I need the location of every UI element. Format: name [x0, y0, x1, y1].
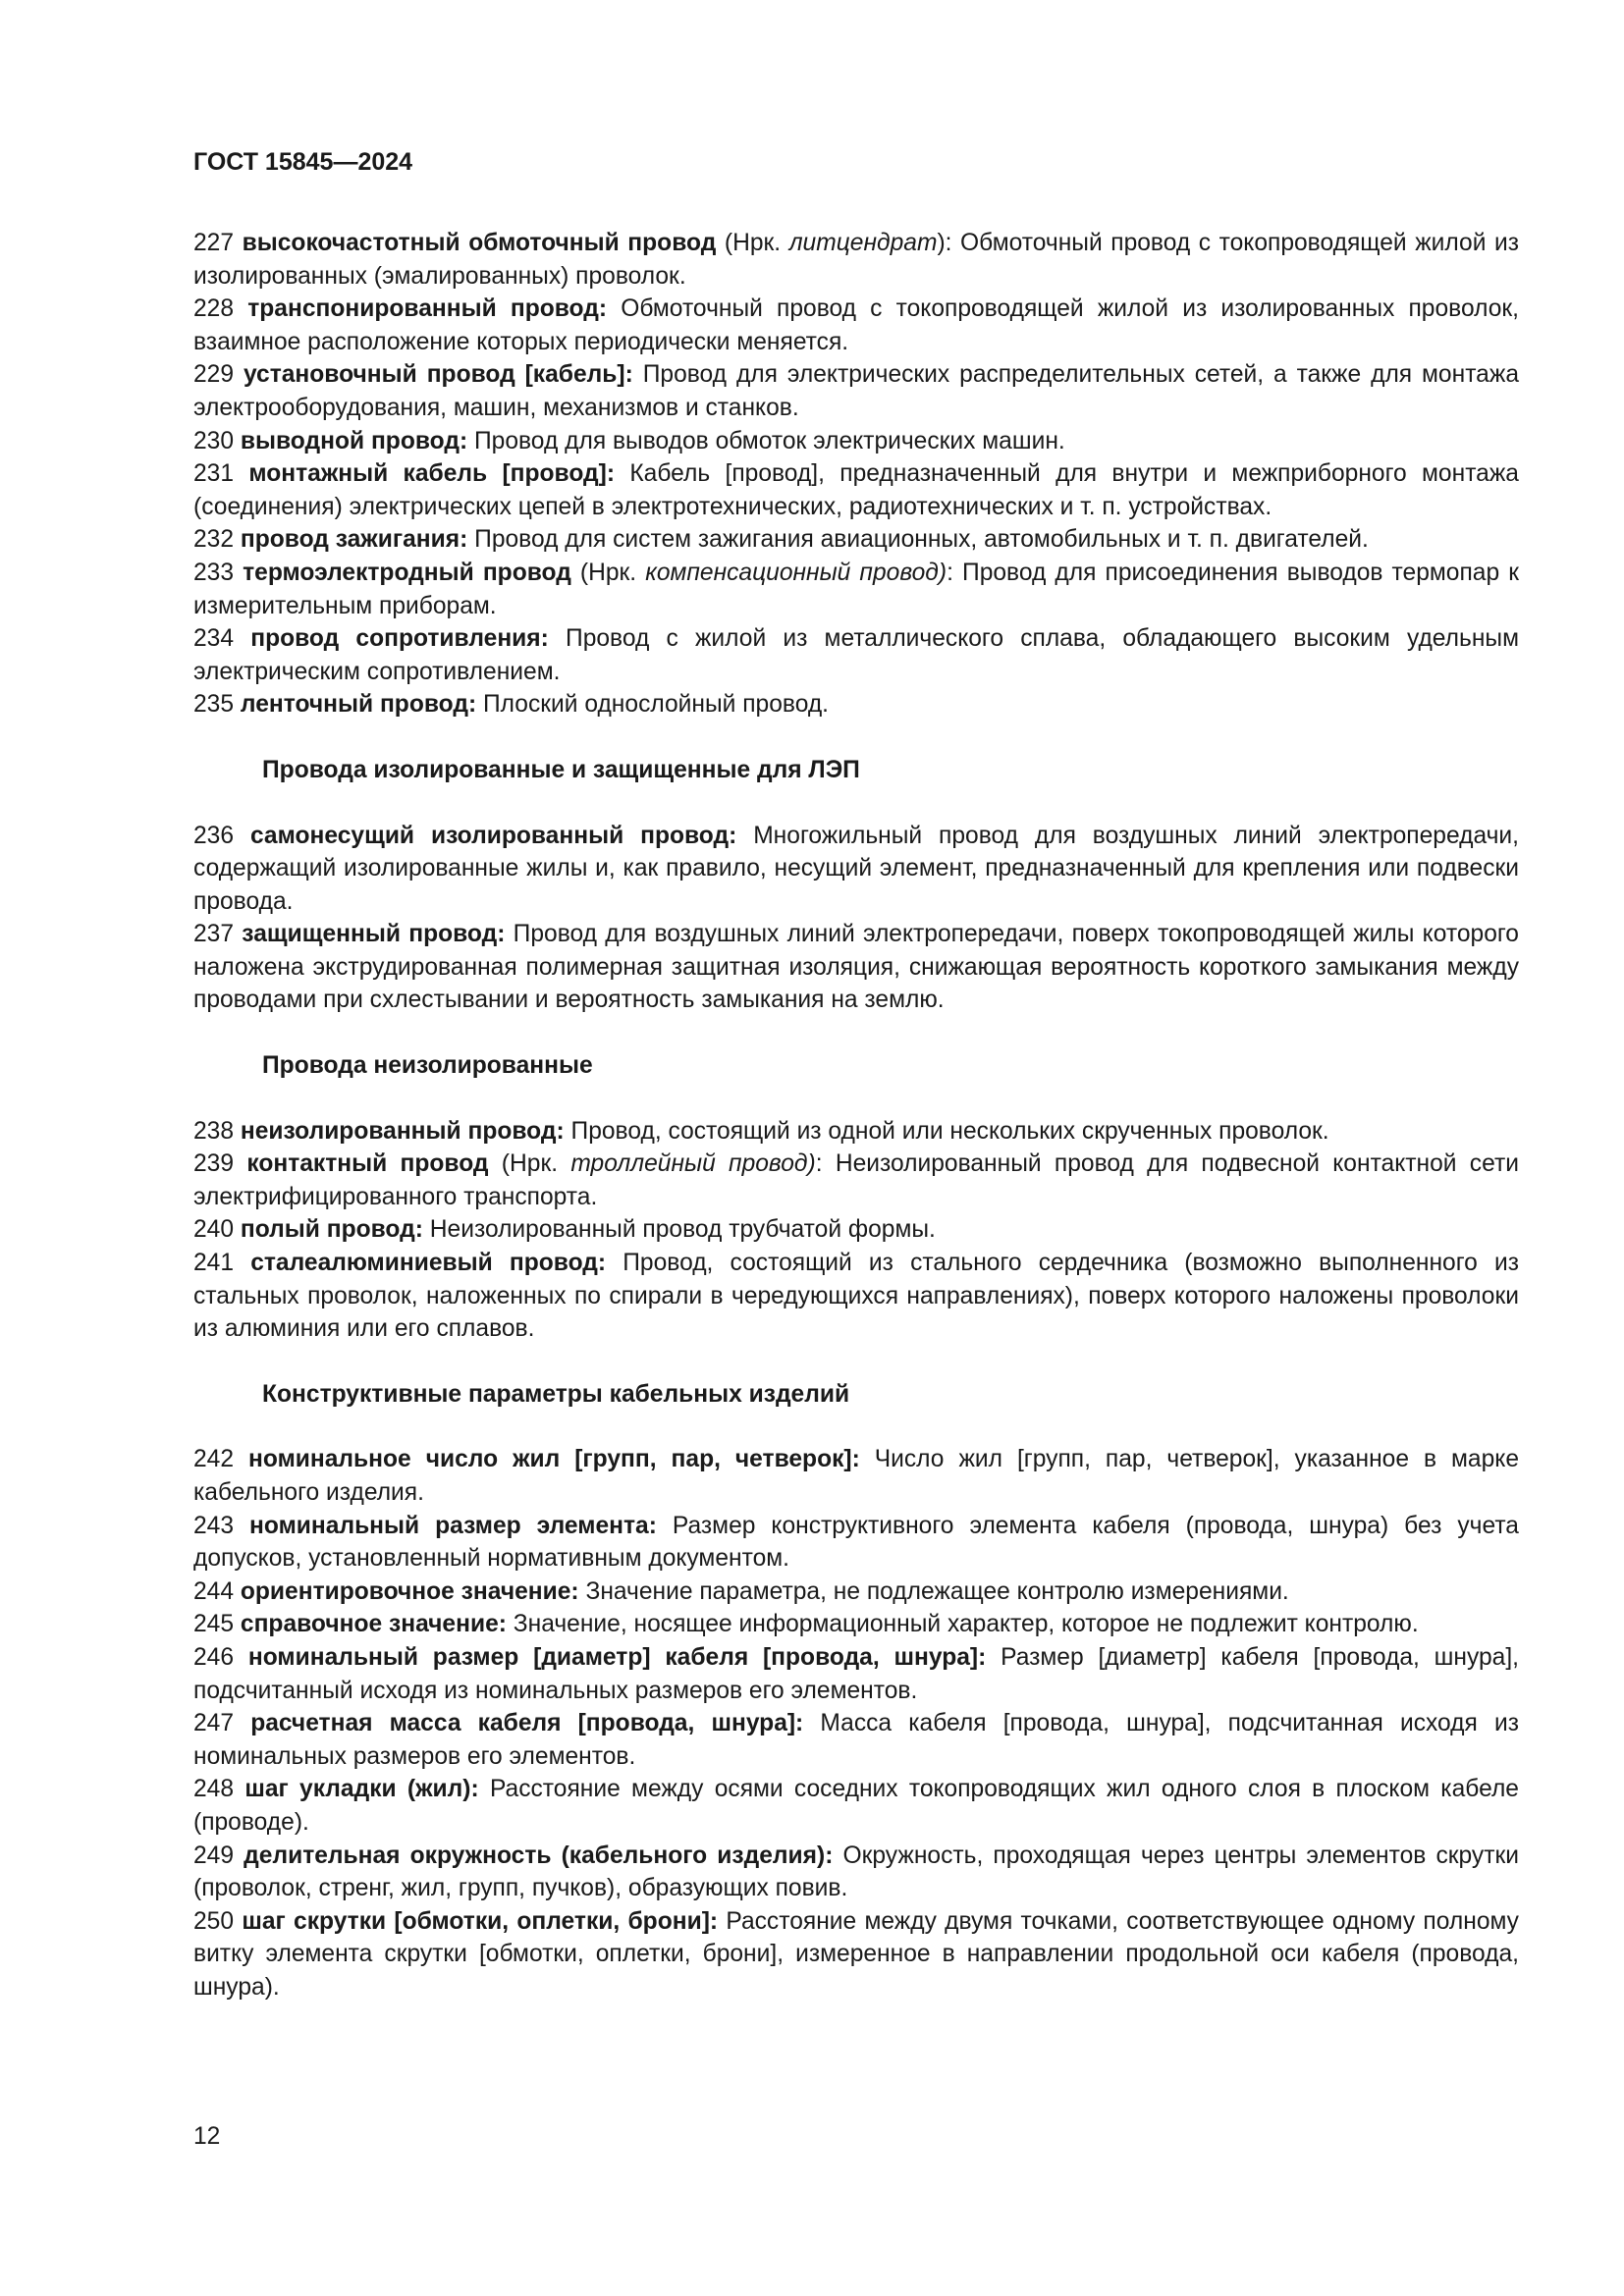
entry-note-suffix: : [815, 1150, 836, 1178]
entry-definition: Неизолированный провод трубчатой формы. [422, 1216, 936, 1244]
entry-number: 244 [193, 1577, 235, 1605]
standard-header: ГОСТ 15845—2024 [193, 148, 413, 176]
entry-term: ориентировочное значение: [240, 1577, 579, 1605]
entry-number: 248 [193, 1776, 235, 1803]
entry-term: термоэлектродный провод [243, 559, 571, 586]
entry-definition: Многожильный провод для воздушных линий электропередачи, содержащий изолированные жилы и, как правило, несущий элемент, предназначенный для крепления или подвески провода. [193, 822, 1519, 915]
entry-229 [193, 358, 1519, 424]
entry-term: шаг скрутки [обмотки, оплетки, брони]: [242, 1907, 719, 1935]
entry-number: 233 [193, 559, 235, 586]
entry-number: 240 [193, 1216, 235, 1244]
entry-definition: Провод для электрических распределительных сетей, а также для монтажа электрооборудования, машин, механизмов и станков. [193, 361, 1519, 421]
entry-246 [193, 1641, 1519, 1707]
entry-definition: Размер конструктивного элемента кабеля (провода, шнура) без учета допусков, установленный нормативным документом. [193, 1512, 1519, 1573]
document-body [193, 227, 1519, 2004]
entry-230 [193, 425, 1519, 458]
entry-definition: Провод для воздушных линий электропередачи, поверх токопроводящей жилы которого наложена экструдированная полимерная защитная изоляция, снижающая вероятность короткого замыкания между проводами при схлестывании и вероятность замыкания на землю. [193, 921, 1519, 1014]
entry-definition: Обмоточный провод с токопроводящей жилой из изолированных (эмалированных) проволок. [193, 230, 1520, 290]
entry-term: ленточный провод: [240, 691, 477, 719]
entry-term: провод зажигания: [240, 526, 468, 554]
entry-definition: Провод с жилой из металлического сплава, обладающего высоким удельным электрическим сопротивлением. [193, 625, 1519, 685]
entries-group-2 [193, 820, 1519, 1018]
entry-number: 237 [193, 921, 235, 948]
entry-number: 227 [193, 230, 235, 256]
document-page [193, 0, 1519, 2296]
entry-note-prefix: (Нрк. [488, 1150, 571, 1178]
entry-number: 247 [193, 1710, 235, 1737]
entry-definition: Расстояние между двумя точками, соответствующее одному полному витку элемента скрутки [обмотки, оплетки, брони], измеренное в направлении продольной оси кабеля (провода, шнура). [193, 1907, 1519, 2001]
entry-242 [193, 1443, 1519, 1509]
entry-note-suffix: ): [937, 230, 961, 256]
entry-number: 243 [193, 1512, 235, 1539]
entry-definition: Провод для систем зажигания авиационных, автомобильных и т. п. двигателей. [467, 526, 1369, 554]
entry-238 [193, 1115, 1519, 1148]
entry-definition: Окружность, проходящая через центры элементов скрутки (проволок, стренг, жил, групп, пучков), образующих повив. [193, 1842, 1519, 1902]
entry-note-prefix: (Нрк. [716, 230, 789, 256]
entry-number: 246 [193, 1643, 235, 1671]
entry-number: 228 [193, 295, 235, 323]
entry-definition: Размер [диаметр] кабеля [провода, шнура], подсчитанный исходя из номинальных размеров его элементов. [193, 1643, 1519, 1704]
entry-definition: Неизолированный провод для подвесной контактной сети электрифицированного транспорта. [193, 1150, 1519, 1210]
entry-term: монтажный кабель [провод]: [248, 460, 616, 488]
section-heading-insulated: Провода изолированные и защищенные для ЛЭП [262, 756, 860, 783]
entry-definition: Провод, состоящий из стального сердечника (возможно выполненного из стальных проволок, наложенных по спирали в чередующихся направлениях), поверх которого наложены проволоки из алюминия или его сплавов. [193, 1250, 1519, 1343]
entries-group-3 [193, 1115, 1519, 1346]
entry-number: 235 [193, 691, 235, 719]
entry-note-prefix: (Нрк. [570, 559, 646, 586]
entry-number: 241 [193, 1250, 235, 1277]
entry-number: 249 [193, 1842, 235, 1869]
entry-deprecated-term: литцендрат [788, 230, 938, 256]
entry-definition: Масса кабеля [провода, шнура], подсчитанная исходя из номинальных размеров его элементов. [193, 1710, 1519, 1770]
entry-237 [193, 918, 1519, 1017]
entry-term: неизолированный провод: [240, 1117, 565, 1145]
entry-term: контактный провод [246, 1150, 489, 1178]
entry-227 [193, 227, 1519, 293]
entry-249 [193, 1840, 1519, 1905]
entry-definition: Плоский однослойный провод. [476, 691, 830, 719]
entry-number: 234 [193, 625, 235, 653]
entry-definition: Обмоточный провод с токопроводящей жилой из изолированных проволок, взаимное расположение которых периодически меняется. [193, 295, 1519, 355]
entry-241 [193, 1247, 1519, 1346]
entry-definition: Расстояние между осями соседних токопроводящих жил одного слоя в плоском кабеле (проводе). [193, 1776, 1519, 1836]
entry-247 [193, 1707, 1519, 1773]
entry-definition: Провод, состоящий из одной или нескольких скрученных проволок. [564, 1117, 1329, 1145]
entry-250 [193, 1905, 1519, 2004]
entry-228 [193, 293, 1519, 358]
entry-term: установочный провод [кабель]: [243, 361, 633, 389]
entry-term: высокочастотный обмоточный провод [242, 230, 717, 256]
entry-definition: Число жил [групп, пар, четверок], указанное в марке кабельного изделия. [193, 1446, 1519, 1506]
entry-term: защищенный провод: [242, 921, 506, 948]
entry-number: 245 [193, 1611, 235, 1638]
entry-term: выводной провод: [240, 427, 468, 454]
entry-244 [193, 1575, 1519, 1609]
entry-235 [193, 688, 1519, 721]
entry-248 [193, 1773, 1519, 1839]
entry-term: самонесущий изолированный провод: [249, 822, 737, 849]
entry-deprecated-term: компенсационный провод) [645, 559, 947, 586]
entry-number: 239 [193, 1150, 235, 1178]
page-number: 12 [193, 2123, 221, 2150]
entry-number: 238 [193, 1117, 235, 1145]
entry-number: 229 [193, 361, 235, 389]
entry-number: 231 [193, 460, 235, 488]
entry-term: делительная окружность (кабельного изделия): [244, 1842, 834, 1869]
entry-245 [193, 1608, 1519, 1641]
entries-group-1 [193, 227, 1519, 721]
entry-term: номинальный размер элемента: [249, 1512, 657, 1539]
entry-term: шаг укладки (жил): [244, 1776, 479, 1803]
entries-group-4 [193, 1443, 1519, 2003]
entry-definition: Значение, носящее информационный характер, которое не подлежит контролю. [506, 1611, 1419, 1638]
entry-term: провод сопротивления: [250, 625, 549, 653]
entry-number: 242 [193, 1446, 235, 1473]
entry-term: номинальный размер [диаметр] кабеля [провода, шнура]: [247, 1643, 987, 1671]
entry-term: номинальное число жил [групп, пар, четверок]: [248, 1446, 860, 1473]
entry-term: справочное значение: [240, 1611, 507, 1638]
entry-term: расчетная масса кабеля [провода, шнура]: [250, 1710, 804, 1737]
entry-239 [193, 1148, 1519, 1213]
entry-number: 232 [193, 526, 235, 554]
entry-232 [193, 523, 1519, 557]
entry-definition: Провод для выводов обмоток электрических машин. [467, 427, 1065, 454]
entry-number: 236 [193, 822, 235, 849]
entry-243 [193, 1510, 1519, 1575]
entry-term: транспонированный провод: [247, 295, 608, 323]
entry-233 [193, 557, 1519, 622]
entry-number: 250 [193, 1907, 235, 1935]
entry-231 [193, 457, 1519, 523]
entry-240 [193, 1213, 1519, 1247]
entry-234 [193, 622, 1519, 688]
entry-deprecated-term: троллейный провод) [570, 1150, 816, 1178]
entry-236 [193, 820, 1519, 919]
section-heading-design-parameters: Конструктивные параметры кабельных изделий [262, 1380, 850, 1408]
section-heading-uninsulated: Провода неизолированные [262, 1052, 593, 1080]
entry-term: сталеалюминиевый провод: [250, 1250, 607, 1277]
entry-definition: Кабель [провод], предназначенный для внутри и межприборного монтажа (соединения) электрических цепей в электротехнических, радиотехнических и т. п. устройствах. [193, 460, 1519, 520]
entry-definition: Провод для присоединения выводов термопар к измерительным приборам. [193, 559, 1519, 619]
entry-term: полый провод: [240, 1216, 423, 1244]
entry-definition: Значение параметра, не подлежащее контролю измерениями. [578, 1577, 1289, 1605]
entry-number: 230 [193, 427, 235, 454]
entry-note-suffix: : [947, 559, 963, 586]
